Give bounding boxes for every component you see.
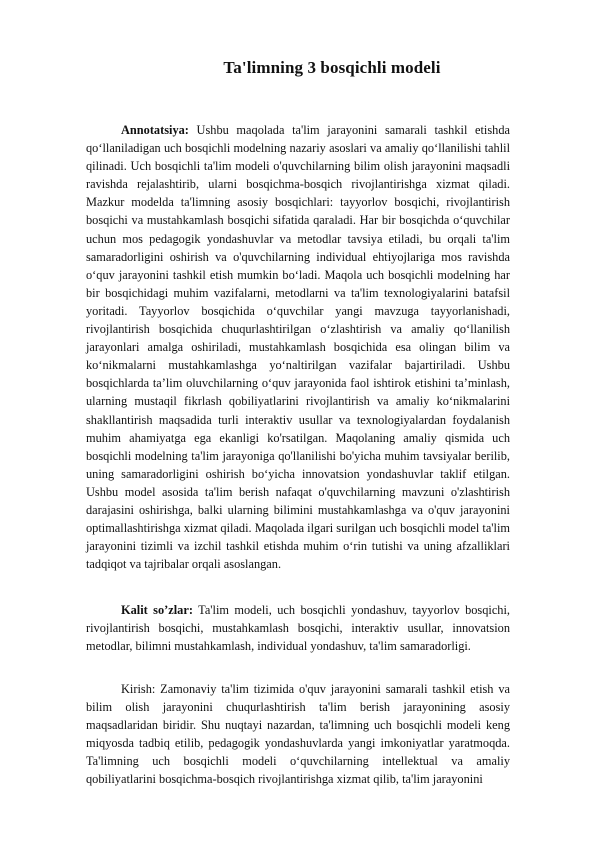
abstract-label: Annotatsiya:	[121, 123, 189, 137]
intro-paragraph: Kirish: Zamonaviy ta'lim tizimida o'quv jarayonini samarali tashkil etish va bilim olish jarayonini chuqurlashtirish ta'lim berish jarayonining asosiy maqsadlaridan biridir. Shu nuqtayi nazardan, ta'limning uch bosqichli modeli keng miqyosda tadbiq etilib, pedagogik yondashuvlarda yangi imkoniyatlar yaratmoqda. Ta'limning uch bosqichli modeli o‘quvchilarning intellektual va amaliy qobiliyatlarini bosqichma-bosqich rivojlantirishga xizmat qilib, ta'lim jarayonini	[86, 682, 510, 787]
abstract-text: Ushbu maqolada ta'lim jarayonini samarali tashkil etishda qo‘llaniladigan uch bosqichli modelning nazariy asoslari va amaliy qo‘llanilishi tahlil qilinadi. Uch bosqichli ta'lim modeli o'quvchilarning bilim olish jarayonini maqsadli ravishda rejalashtirib, ularni bosqichma-bosqich rivojlantirishga xizmat qiladi. Mazkur modelda ta'limning asosiy bosqichlari: tayyorlov bosqichi, rivojlantirish bosqichi va mustahkamlash bosqichi sifatida qaraladi. Har bir bosqichda o‘quvchilar uchun mos pedagogik yondashuvlar va metodlar tavsiya etiladi, bu orqali ta'lim samaradorligini oshirish va o'quvchilarning individual ehtiyojlariga mos ravishda o‘quv jarayonini tashkil etish mumkin bo‘ladi. Maqola uch bosqichli modelning har bir bosqichidagi muhim vazifalarni, metodlarni va ta'lim texnologiyalarini batafsil yoritadi. Tayyorlov bosqichida o‘quvchilar yangi mavzuga tayyorlanishadi, rivojlantirish bosqichida chuqurlashtirilgan o‘zlashtirish va amaliy qo‘llanilish jarayonlari amalga oshiriladi, mustahkamlash bosqichida esa olingan bilim va ko‘nikmalarni mustahkamlashga yo‘naltirilgan vazifalar bajartiriladi. Ushbu bosqichlarda ta’lim oluvchilarning o‘quv jarayonida faol ishtirok etishini ta’minlash, ularning mustaqil fikrlash qobiliyatlarini rivojlantirish va amaliy ko‘nikmalarini shakllantirish maqsadida turli interaktiv usullar va texnologiyalardan foydalanish muhim ahamiyatga ega ekanligi ko'rsatilgan. Maqolaning amaliy qismida uch bosqichli modelning ta'lim jarayoniga qo'llanilishi bo'yicha muhim tavsiyalar berilib, uning samaradorligini oshirish bo‘yicha innovatsion yondashuvlar taklif etilgan. Ushbu model asosida ta'lim berish nafaqat o'quvchilarning mavzuni o'zlashtirish darajasini oshirishga, balki ularning bilimini mustahkamlashga va o'quv jarayonini optimallashtirishga xizmat qiladi. Maqolada ilgari surilgan uch bosqichli model ta'lim jarayonini tizimli va izchil tashkil etishda muhim o‘rin tutishi va uning afzalliklari tadqiqot va tajribalar orqali asoslangan.	[86, 123, 510, 572]
keywords-paragraph	[86, 601, 510, 655]
abstract-paragraph	[86, 121, 510, 573]
paper-title: Ta'limning 3 bosqichli modeli	[223, 58, 441, 77]
keywords-label: Kalit so’zlar:	[121, 603, 193, 617]
keywords-text: Ta'lim modeli, uch bosqichli yondashuv, tayyorlov bosqichi, rivojlantirish bosqichi, mustahkamlash bosqichi, interaktiv usullar, innovatsion metodlar, bilimni mustahkamlash, individual yondashuv, ta'lim samaradorligi.	[86, 603, 510, 654]
